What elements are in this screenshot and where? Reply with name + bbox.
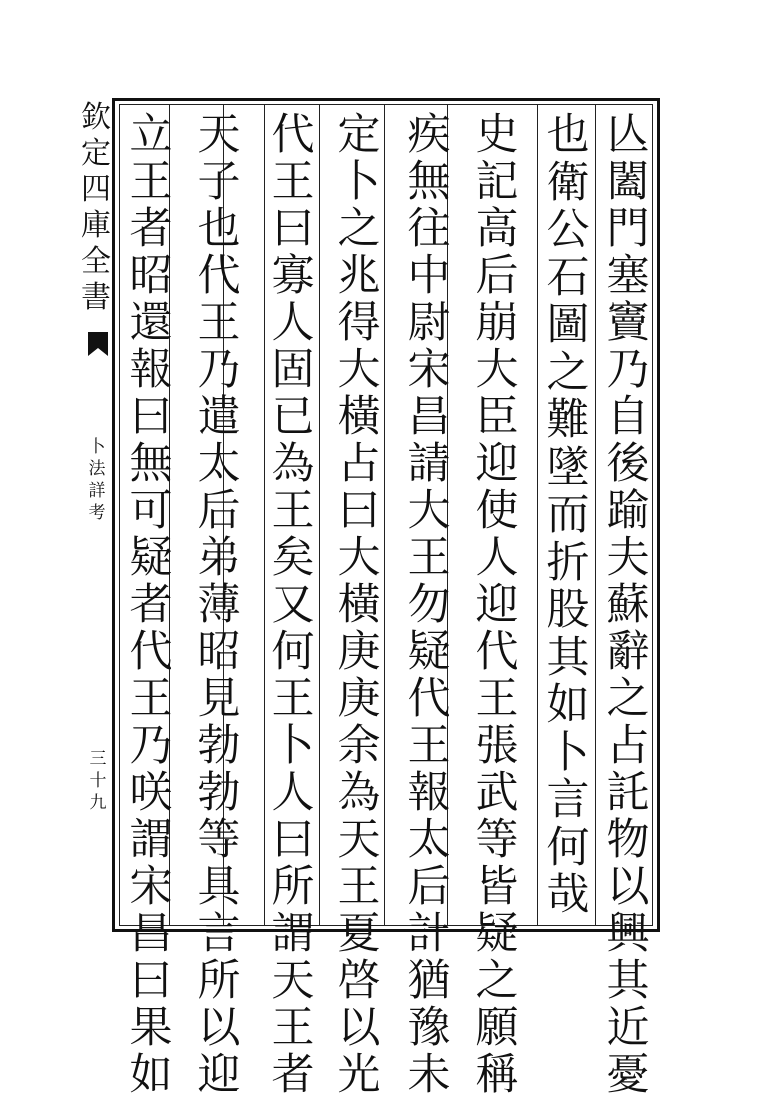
text-glyph: 也 xyxy=(197,204,241,254)
text-glyph: 余 xyxy=(337,721,381,771)
text-glyph: 謂 xyxy=(129,815,173,865)
text-glyph: 記 xyxy=(475,157,519,207)
text-glyph: 宋 xyxy=(407,345,451,395)
text-glyph: 難 xyxy=(546,395,590,445)
text-glyph: 代 xyxy=(407,674,451,724)
text-glyph: 太 xyxy=(407,815,451,865)
text-glyph: 王 xyxy=(407,533,451,583)
text-glyph: 矣 xyxy=(271,533,315,583)
text-glyph: 遣 xyxy=(197,392,241,442)
text-glyph: 勃 xyxy=(197,721,241,771)
text-glyph: 疑 xyxy=(475,909,519,959)
page-number xyxy=(88,748,108,814)
text-glyph: 橫 xyxy=(337,392,381,442)
text-glyph: 天 xyxy=(337,815,381,865)
text-glyph: 其 xyxy=(606,956,650,1006)
text-column-4 xyxy=(404,110,454,1100)
text-glyph: 塞 xyxy=(606,251,650,301)
text-glyph: 曰 xyxy=(337,486,381,536)
section-title-glyph: 考 xyxy=(88,503,106,523)
text-glyph: 蘇 xyxy=(606,580,650,630)
text-glyph: 天 xyxy=(197,110,241,160)
text-glyph: 后 xyxy=(407,862,451,912)
text-glyph: 願 xyxy=(475,1003,519,1053)
series-title-glyph: 庫 xyxy=(81,208,111,243)
page-number-glyph: 三 xyxy=(89,749,107,769)
text-glyph: 王 xyxy=(271,1003,315,1053)
text-glyph: 尉 xyxy=(407,298,451,348)
text-glyph: 薄 xyxy=(197,580,241,630)
text-glyph: 王 xyxy=(271,486,315,536)
text-glyph: 代 xyxy=(475,627,519,677)
text-glyph: 近 xyxy=(606,1003,650,1053)
text-glyph: 如 xyxy=(129,1050,173,1100)
column-rule xyxy=(319,104,320,926)
text-column-8 xyxy=(126,110,176,1100)
text-glyph: 股 xyxy=(546,585,590,635)
text-glyph: 稱 xyxy=(475,1050,519,1100)
text-glyph: 宋 xyxy=(129,862,173,912)
text-glyph: 人 xyxy=(475,533,519,583)
text-column-1 xyxy=(603,110,653,1100)
text-glyph: 卜 xyxy=(546,727,590,778)
text-glyph: 后 xyxy=(475,251,519,301)
text-glyph: 豫 xyxy=(407,1003,451,1053)
text-glyph: 人 xyxy=(271,298,315,348)
text-glyph: 代 xyxy=(129,627,173,677)
text-glyph: 后 xyxy=(197,486,241,536)
text-glyph: 臣 xyxy=(475,392,519,442)
text-glyph: 衛 xyxy=(546,157,590,208)
text-glyph: 高 xyxy=(475,204,519,254)
text-glyph: 乃 xyxy=(197,345,241,395)
text-glyph: 庚 xyxy=(337,674,381,724)
text-glyph: 曰 xyxy=(271,815,315,865)
column-rule xyxy=(595,104,596,926)
text-glyph: 闔 xyxy=(606,157,650,207)
text-glyph: 夏 xyxy=(337,909,381,959)
text-glyph: 哉 xyxy=(546,870,590,920)
text-glyph: 武 xyxy=(475,768,519,818)
text-glyph: 寡 xyxy=(271,251,315,301)
text-glyph: 以 xyxy=(606,862,650,912)
text-glyph: 竇 xyxy=(606,298,650,348)
text-glyph: 辭 xyxy=(606,627,650,677)
text-glyph: 見 xyxy=(197,674,241,724)
text-glyph: 猶 xyxy=(407,956,451,1006)
text-glyph: 請 xyxy=(407,439,451,489)
text-glyph: 為 xyxy=(337,768,381,818)
text-glyph: 為 xyxy=(271,439,315,489)
text-glyph: 者 xyxy=(129,204,173,254)
series-title xyxy=(80,100,112,360)
text-glyph: 已 xyxy=(271,392,315,442)
text-glyph: 果 xyxy=(129,1003,173,1053)
text-glyph: 何 xyxy=(271,627,315,677)
text-glyph: 物 xyxy=(606,815,650,865)
text-glyph: 啓 xyxy=(337,956,381,1006)
text-glyph: 光 xyxy=(337,1050,381,1100)
text-glyph: 迎 xyxy=(197,1050,241,1100)
text-glyph: 石 xyxy=(546,252,590,303)
text-glyph: 卜 xyxy=(337,157,381,207)
text-glyph: 無 xyxy=(129,439,173,489)
text-glyph: 咲 xyxy=(129,768,173,818)
text-glyph: 也 xyxy=(546,110,590,160)
text-glyph: 固 xyxy=(271,345,315,395)
text-glyph: 踰 xyxy=(606,486,650,536)
text-glyph: 還 xyxy=(129,298,173,348)
fishtail-ornament-icon xyxy=(86,330,110,358)
text-glyph: 王 xyxy=(475,674,519,724)
text-glyph: 占 xyxy=(337,439,381,489)
text-glyph: 謂 xyxy=(271,909,315,959)
text-glyph: 大 xyxy=(475,345,519,395)
text-glyph: 勃 xyxy=(197,768,241,818)
text-glyph: 所 xyxy=(197,956,241,1006)
text-glyph: 王 xyxy=(271,157,315,207)
text-glyph: 所 xyxy=(271,862,315,912)
text-glyph: 往 xyxy=(407,204,451,254)
text-glyph: 公 xyxy=(546,205,590,255)
text-glyph: 言 xyxy=(546,775,590,825)
text-glyph: 之 xyxy=(475,956,519,1006)
text-glyph: 王 xyxy=(337,862,381,912)
text-glyph: 人 xyxy=(271,768,315,818)
text-glyph: 使 xyxy=(475,486,519,536)
text-glyph: 以 xyxy=(337,1003,381,1053)
series-title-glyph: 四 xyxy=(81,172,111,207)
text-glyph: 墜 xyxy=(546,442,590,493)
section-title-glyph: 法 xyxy=(88,459,106,479)
text-glyph: 曰 xyxy=(129,392,173,442)
text-glyph: 子 xyxy=(197,157,241,207)
series-title-glyph: 全 xyxy=(81,244,111,279)
series-title-glyph: 欽 xyxy=(81,100,111,135)
text-glyph: 勿 xyxy=(407,580,451,630)
text-column-7 xyxy=(194,110,244,1100)
text-glyph: 門 xyxy=(606,204,650,254)
text-glyph: 其 xyxy=(546,632,590,683)
text-glyph: 疑 xyxy=(129,533,173,583)
text-glyph: 疾 xyxy=(407,110,451,160)
text-glyph: 亾 xyxy=(606,110,650,160)
page-number-glyph: 九 xyxy=(89,793,107,813)
text-glyph: 報 xyxy=(407,768,451,818)
text-glyph: 乃 xyxy=(129,721,173,771)
text-glyph: 未 xyxy=(407,1050,451,1100)
column-rule xyxy=(384,104,385,926)
text-glyph: 卜 xyxy=(271,721,315,771)
text-glyph: 等 xyxy=(475,815,519,865)
text-glyph: 王 xyxy=(129,674,173,724)
text-glyph: 乃 xyxy=(606,345,650,395)
section-title-glyph: 詳 xyxy=(88,481,106,501)
text-glyph: 庚 xyxy=(337,627,381,677)
column-rule xyxy=(537,104,538,926)
text-glyph: 橫 xyxy=(337,580,381,630)
page-number-glyph: 十 xyxy=(89,771,107,791)
text-glyph: 王 xyxy=(407,721,451,771)
text-glyph: 史 xyxy=(475,110,519,160)
text-glyph: 自 xyxy=(606,392,650,442)
text-glyph: 疑 xyxy=(407,627,451,677)
text-glyph: 興 xyxy=(606,909,650,959)
text-glyph: 無 xyxy=(407,157,451,207)
text-glyph: 圖 xyxy=(546,300,590,350)
text-glyph: 崩 xyxy=(475,298,519,348)
column-rule xyxy=(264,104,265,926)
text-glyph: 皆 xyxy=(475,862,519,912)
text-glyph: 代 xyxy=(197,251,241,301)
text-glyph: 中 xyxy=(407,251,451,301)
text-glyph: 具 xyxy=(197,862,241,912)
text-glyph: 以 xyxy=(197,1003,241,1053)
text-glyph: 報 xyxy=(129,345,173,395)
text-glyph: 之 xyxy=(546,347,590,398)
text-column-6 xyxy=(268,110,318,1100)
text-glyph: 之 xyxy=(337,204,381,254)
text-glyph: 夫 xyxy=(606,533,650,583)
text-column-2 xyxy=(543,112,593,920)
text-glyph: 言 xyxy=(197,909,241,959)
text-glyph: 代 xyxy=(271,110,315,160)
text-glyph: 昭 xyxy=(129,251,173,301)
text-column-3 xyxy=(472,110,522,1100)
series-title-glyph: 定 xyxy=(81,136,111,171)
text-glyph: 者 xyxy=(271,1050,315,1100)
text-glyph: 弟 xyxy=(197,533,241,583)
text-glyph: 得 xyxy=(337,298,381,348)
text-glyph: 定 xyxy=(337,110,381,160)
text-glyph: 又 xyxy=(271,580,315,630)
text-glyph: 而 xyxy=(546,490,590,540)
text-glyph: 王 xyxy=(271,674,315,724)
text-glyph: 昌 xyxy=(407,392,451,442)
series-title-glyph: 書 xyxy=(81,280,111,315)
text-glyph: 計 xyxy=(407,909,451,959)
text-column-5 xyxy=(334,110,384,1100)
text-glyph: 張 xyxy=(475,721,519,771)
text-glyph: 天 xyxy=(271,956,315,1006)
text-glyph: 占 xyxy=(606,721,650,771)
text-glyph: 憂 xyxy=(606,1050,650,1100)
text-glyph: 王 xyxy=(197,298,241,348)
text-glyph: 大 xyxy=(337,345,381,395)
text-glyph: 託 xyxy=(606,768,650,818)
text-glyph: 大 xyxy=(337,533,381,583)
section-title xyxy=(86,436,108,524)
text-glyph: 王 xyxy=(129,157,173,207)
section-title-glyph: 卜 xyxy=(88,437,106,457)
text-glyph: 如 xyxy=(546,680,590,730)
text-glyph: 太 xyxy=(197,439,241,489)
text-glyph: 何 xyxy=(546,822,590,873)
text-glyph: 迎 xyxy=(475,580,519,630)
text-glyph: 昌 xyxy=(129,909,173,959)
text-glyph: 折 xyxy=(546,537,590,588)
text-glyph: 等 xyxy=(197,815,241,865)
text-glyph: 後 xyxy=(606,439,650,489)
text-glyph: 迎 xyxy=(475,439,519,489)
text-glyph: 曰 xyxy=(129,956,173,1006)
text-glyph: 者 xyxy=(129,580,173,630)
text-glyph: 可 xyxy=(129,486,173,536)
text-glyph: 大 xyxy=(407,486,451,536)
text-glyph: 之 xyxy=(606,674,650,724)
text-glyph: 兆 xyxy=(337,251,381,301)
text-glyph: 昭 xyxy=(197,627,241,677)
text-glyph: 立 xyxy=(129,110,173,160)
text-glyph: 曰 xyxy=(271,204,315,254)
